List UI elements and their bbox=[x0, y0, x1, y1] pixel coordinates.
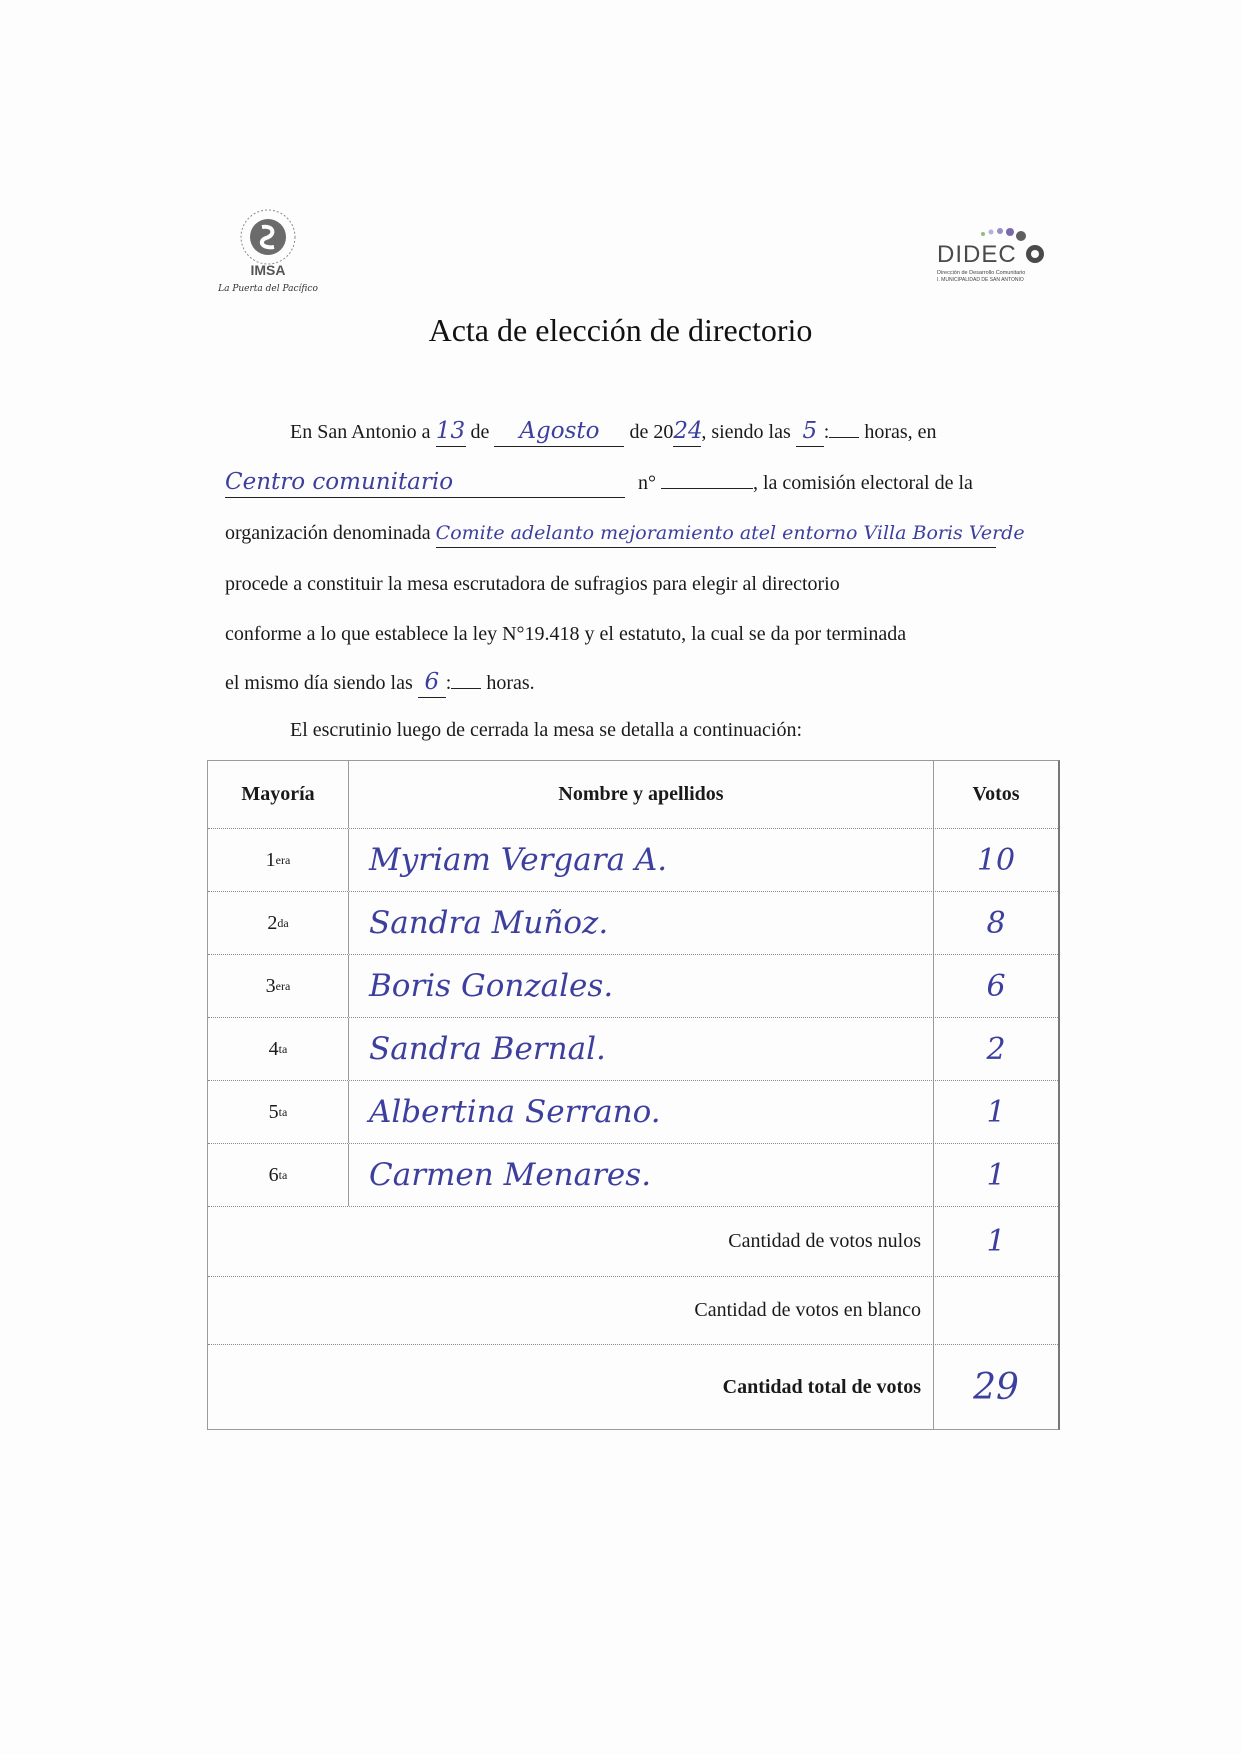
day-field: 13 bbox=[436, 417, 466, 447]
date-line: En San Antonio a 13 de Agosto de 2024, siendo las 5 : horas, en bbox=[225, 417, 1051, 447]
total-votes-row bbox=[208, 1345, 1058, 1429]
header-rank: Mayoría bbox=[208, 761, 349, 828]
imsa-logo bbox=[218, 205, 338, 305]
svg-text:La Puerta del Pacífico: La Puerta del Pacífico bbox=[218, 284, 318, 294]
rank-cell: 4 ta bbox=[208, 1018, 349, 1080]
blank-votes-label: Cantidad de votos en blanco bbox=[208, 1277, 934, 1344]
procedure-line: procede a constituir la mesa escrutadora de sufragios para elegir al directorio bbox=[225, 573, 840, 595]
svg-text:I. MUNICIPALIDAD DE SAN ANTONI: I. MUNICIPALIDAD DE SAN ANTONIO bbox=[937, 277, 1024, 283]
candidate-name: Boris Gonzales. bbox=[349, 955, 934, 1017]
year-field: 24 bbox=[673, 417, 701, 447]
rank-cell: 5 ta bbox=[208, 1081, 349, 1143]
header-name: Nombre y apellidos bbox=[349, 761, 934, 828]
table-row bbox=[208, 1144, 1058, 1207]
total-votes-label: Cantidad total de votos bbox=[208, 1345, 934, 1429]
table-row bbox=[208, 1081, 1058, 1144]
end-minute-field bbox=[451, 688, 481, 689]
svg-text:Dirección de Desarrollo Comuni: Dirección de Desarrollo Comunitario bbox=[937, 270, 1026, 276]
start-minute-field bbox=[829, 437, 859, 438]
rank-cell: 2 da bbox=[208, 892, 349, 954]
vote-count: 1 bbox=[986, 1157, 1006, 1193]
place-field: Centro comunitario bbox=[225, 468, 625, 498]
total-votes-count: 29 bbox=[973, 1366, 1019, 1408]
vote-count: 8 bbox=[986, 905, 1006, 941]
blank-votes-count bbox=[934, 1277, 1058, 1344]
month-field: Agosto bbox=[494, 417, 624, 447]
null-votes-row bbox=[208, 1207, 1058, 1277]
results-table bbox=[207, 760, 1060, 1430]
candidate-name: Sandra Bernal. bbox=[349, 1018, 934, 1080]
table-header-row bbox=[208, 761, 1058, 829]
organization-line: organización denominada Comite adelanto mejoramiento atel entorno Villa Boris Verde bbox=[225, 519, 1145, 549]
vote-count: 1 bbox=[986, 1094, 1006, 1130]
rank-cell: 1 era bbox=[208, 829, 349, 891]
end-time-line: el mismo día siendo las 6 : horas. bbox=[225, 668, 1051, 698]
svg-text:DIDEC: DIDEC bbox=[937, 241, 1017, 268]
candidate-name: Albertina Serrano. bbox=[349, 1081, 934, 1143]
candidate-name: Sandra Muñoz. bbox=[349, 892, 934, 954]
organization-field: Comite adelanto mejoramiento atel entorno Villa Boris Verde bbox=[436, 519, 996, 548]
table-row bbox=[208, 955, 1058, 1018]
table-row bbox=[208, 829, 1058, 892]
vote-count: 10 bbox=[976, 842, 1016, 878]
number-field bbox=[661, 488, 753, 489]
dideco-logo bbox=[935, 222, 1055, 294]
place-line: Centro comunitario n° , la comisión electoral de la bbox=[225, 468, 1051, 498]
page-title: Acta de elección de directorio bbox=[428, 312, 813, 348]
table-row bbox=[208, 1018, 1058, 1081]
table-row bbox=[208, 892, 1058, 955]
end-hour-field: 6 bbox=[418, 668, 446, 698]
scrutiny-intro: El escrutinio luego de cerrada la mesa se detalla a continuación: bbox=[290, 719, 803, 741]
header-votes: Votos bbox=[972, 783, 1020, 805]
vote-count: 6 bbox=[986, 968, 1006, 1004]
candidate-name: Myriam Vergara A. bbox=[349, 829, 934, 891]
rank-cell: 3 era bbox=[208, 955, 349, 1017]
start-hour-field: 5 bbox=[796, 417, 824, 447]
rank-cell: 6 ta bbox=[208, 1144, 349, 1206]
svg-text:IMSA: IMSA bbox=[250, 262, 286, 278]
null-votes-count: 1 bbox=[986, 1224, 1006, 1259]
blank-votes-row bbox=[208, 1277, 1058, 1345]
law-line: conforme a lo que establece la ley N°19.418 y el estatuto, la cual se da por terminada bbox=[225, 623, 907, 645]
null-votes-label: Cantidad de votos nulos bbox=[208, 1207, 934, 1276]
candidate-name: Carmen Menares. bbox=[349, 1144, 934, 1206]
vote-count: 2 bbox=[986, 1031, 1006, 1067]
